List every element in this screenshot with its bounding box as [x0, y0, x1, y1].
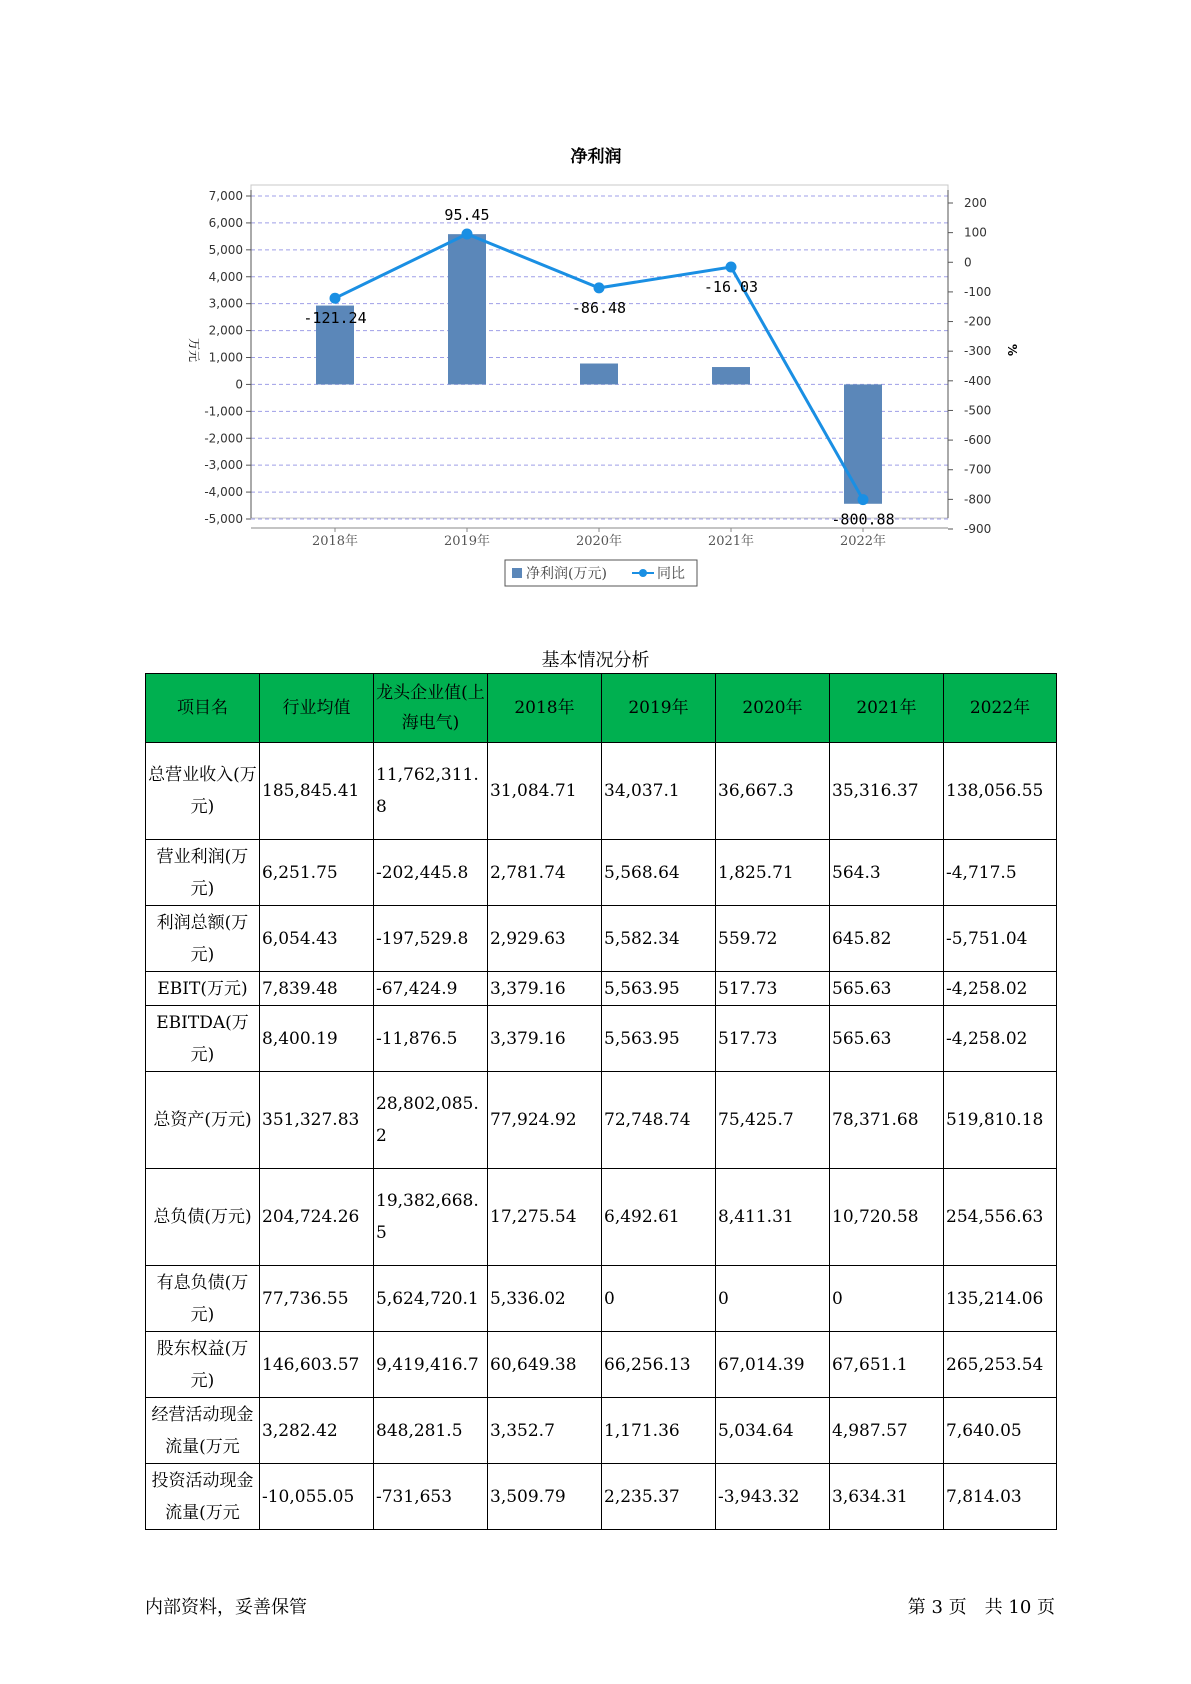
col-header-2018: 2018年: [488, 674, 602, 743]
value-cell: 77,736.55: [260, 1266, 374, 1332]
y2-tick-label: -600: [964, 433, 992, 448]
left-axis: [204, 189, 251, 526]
row-label-cell: 营业利润(万元): [146, 840, 260, 906]
table-row: [146, 972, 1057, 1006]
table-row: [146, 840, 1057, 906]
value-cell: -4,717.5: [944, 840, 1057, 906]
bar-2019年: [448, 234, 486, 384]
value-cell: 0: [716, 1266, 830, 1332]
col-header-item: 项目名: [146, 674, 260, 743]
legend-line-label: 同比: [657, 566, 685, 582]
value-cell: 565.63: [830, 972, 944, 1006]
y2-tick-label: 0: [964, 255, 972, 270]
value-cell: 2,929.63: [488, 906, 602, 972]
value-cell: 0: [602, 1266, 716, 1332]
y2-tick-label: -100: [964, 284, 992, 299]
value-cell: 559.72: [716, 906, 830, 972]
value-cell: 5,336.02: [488, 1266, 602, 1332]
value-cell: -197,529.8: [374, 906, 488, 972]
chart-title: 净利润: [570, 147, 622, 167]
value-cell: 7,814.03: [944, 1464, 1057, 1530]
value-cell: 5,563.95: [602, 972, 716, 1006]
row-label-cell: 股东权益(万元): [146, 1332, 260, 1398]
yoy-data-label: -800.88: [831, 510, 895, 529]
value-cell: -5,751.04: [944, 906, 1057, 972]
y-tick-label: 3,000: [208, 296, 243, 311]
value-cell: 2,781.74: [488, 840, 602, 906]
y-tick-label: -5,000: [204, 512, 243, 526]
table-row: [146, 1266, 1057, 1332]
row-label-cell: EBITDA(万元): [146, 1006, 260, 1072]
footer-page-number: 第 3 页 共 10 页: [907, 1597, 1055, 1618]
value-cell: 5,568.64: [602, 840, 716, 906]
col-header-2019: 2019年: [602, 674, 716, 743]
table-row: [146, 1006, 1057, 1072]
table-row: [146, 1398, 1057, 1464]
yoy-data-label: -86.48: [571, 298, 627, 317]
value-cell: 351,327.83: [260, 1072, 374, 1169]
bar-series: [316, 234, 882, 504]
value-cell: 138,056.55: [944, 743, 1057, 840]
yoy-point: [330, 293, 341, 304]
value-cell: 9,419,416.7: [374, 1332, 488, 1398]
value-cell: 0: [830, 1266, 944, 1332]
y2-tick-label: -300: [964, 344, 992, 359]
value-cell: 5,563.95: [602, 1006, 716, 1072]
y2-tick-label: -700: [964, 462, 992, 477]
value-cell: -4,258.02: [944, 972, 1057, 1006]
bar-2021年: [712, 367, 750, 384]
value-cell: 564.3: [830, 840, 944, 906]
basic-analysis-table: [145, 673, 1057, 1530]
value-cell: -10,055.05: [260, 1464, 374, 1530]
row-label-cell: 总负债(万元): [146, 1169, 260, 1266]
row-label-cell: 总营业收入(万元): [146, 743, 260, 840]
y-tick-label: -2,000: [204, 431, 243, 446]
value-cell: 1,825.71: [716, 840, 830, 906]
value-cell: 519,810.18: [944, 1072, 1057, 1169]
value-cell: 67,014.39: [716, 1332, 830, 1398]
value-cell: 146,603.57: [260, 1332, 374, 1398]
value-cell: 5,034.64: [716, 1398, 830, 1464]
value-cell: 1,171.36: [602, 1398, 716, 1464]
value-cell: 35,316.37: [830, 743, 944, 840]
x-tick-label: 2018年: [311, 534, 359, 549]
value-cell: 5,624,720.1: [374, 1266, 488, 1332]
y-tick-label: 1,000: [208, 350, 243, 365]
value-cell: 7,640.05: [944, 1398, 1057, 1464]
value-cell: -4,258.02: [944, 1006, 1057, 1072]
y-tick-label: 7,000: [208, 189, 243, 203]
value-cell: 3,352.7: [488, 1398, 602, 1464]
value-cell: 135,214.06: [944, 1266, 1057, 1332]
value-cell: 6,054.43: [260, 906, 374, 972]
value-cell: 5,582.34: [602, 906, 716, 972]
row-label-cell: 有息负债(万元): [146, 1266, 260, 1332]
value-cell: 72,748.74: [602, 1072, 716, 1169]
value-cell: 19,382,668.5: [374, 1169, 488, 1266]
col-header-2022: 2022年: [944, 674, 1057, 743]
y2-tick-label: -400: [964, 373, 992, 388]
row-label-cell: 总资产(万元): [146, 1072, 260, 1169]
table-row: [146, 743, 1057, 840]
legend-line-marker: [639, 569, 647, 577]
grid-lines: [251, 196, 948, 519]
value-cell: 4,987.57: [830, 1398, 944, 1464]
value-cell: -11,876.5: [374, 1006, 488, 1072]
bar-2020年: [580, 364, 618, 385]
value-cell: 517.73: [716, 1006, 830, 1072]
value-cell: -3,943.32: [716, 1464, 830, 1530]
y-tick-label: -1,000: [204, 404, 243, 419]
y-axis-label: 万元: [187, 337, 201, 363]
table-row: [146, 1464, 1057, 1530]
value-cell: 265,253.54: [944, 1332, 1057, 1398]
col-header-2020: 2020年: [716, 674, 830, 743]
value-cell: 10,720.58: [830, 1169, 944, 1266]
legend-bar-label: 净利润(万元): [526, 566, 607, 582]
value-cell: 2,235.37: [602, 1464, 716, 1530]
value-cell: -67,424.9: [374, 972, 488, 1006]
col-header-leader: 龙头企业值(上海电气): [374, 674, 488, 743]
table-header-row: [146, 674, 1057, 743]
value-cell: 3,634.31: [830, 1464, 944, 1530]
yoy-point: [462, 228, 473, 239]
value-cell: 66,256.13: [602, 1332, 716, 1398]
table-row: [146, 1072, 1057, 1169]
value-cell: 67,651.1: [830, 1332, 944, 1398]
bar-2022年: [844, 384, 882, 503]
y-tick-label: 0: [235, 377, 243, 392]
value-cell: -202,445.8: [374, 840, 488, 906]
y-tick-label: 4,000: [208, 269, 243, 284]
x-tick-label: 2019年: [443, 534, 491, 549]
value-cell: 254,556.63: [944, 1169, 1057, 1266]
net-profit-chart: [0, 0, 1191, 600]
value-cell: 3,509.79: [488, 1464, 602, 1530]
chart-legend: [505, 560, 697, 586]
value-cell: 75,425.7: [716, 1072, 830, 1169]
value-cell: 185,845.41: [260, 743, 374, 840]
row-label-cell: 经营活动现金流量(万元: [146, 1398, 260, 1464]
value-cell: 6,492.61: [602, 1169, 716, 1266]
x-tick-label: 2022年: [839, 534, 887, 549]
value-cell: 3,379.16: [488, 1006, 602, 1072]
y-tick-label: -4,000: [204, 485, 243, 500]
value-cell: 565.63: [830, 1006, 944, 1072]
row-label-cell: 投资活动现金流量(万元: [146, 1464, 260, 1530]
y2-tick-label: -200: [964, 314, 992, 329]
value-cell: 17,275.54: [488, 1169, 602, 1266]
y-tick-label: 2,000: [208, 323, 243, 338]
col-header-industry-avg: 行业均值: [260, 674, 374, 743]
x-axis: [251, 528, 948, 549]
table-row: [146, 1169, 1057, 1266]
value-cell: 36,667.3: [716, 743, 830, 840]
value-cell: 204,724.26: [260, 1169, 374, 1266]
yoy-point: [726, 262, 737, 273]
y2-tick-label: 200: [964, 196, 987, 210]
value-cell: 645.82: [830, 906, 944, 972]
value-cell: 11,762,311.8: [374, 743, 488, 840]
yoy-data-label: -121.24: [303, 309, 367, 328]
legend-bar-swatch: [512, 568, 522, 578]
y2-tick-label: -500: [964, 403, 992, 418]
y2-tick-label: -900: [964, 522, 992, 536]
footer-confidential-note: 内部资料，妥善保管: [145, 1597, 307, 1618]
yoy-data-label: -16.03: [703, 278, 759, 297]
table-row: [146, 906, 1057, 972]
value-cell: 8,411.31: [716, 1169, 830, 1266]
y-tick-label: 5,000: [208, 242, 243, 257]
y2-tick-label: -800: [964, 492, 992, 507]
y-tick-label: 6,000: [208, 215, 243, 230]
yoy-point: [858, 494, 869, 505]
y2-axis-label: %: [1005, 343, 1019, 357]
value-cell: 517.73: [716, 972, 830, 1006]
value-cell: 78,371.68: [830, 1072, 944, 1169]
table-title: 基本情况分析: [541, 650, 650, 671]
value-cell: -731,653: [374, 1464, 488, 1530]
value-cell: 34,037.1: [602, 743, 716, 840]
y-tick-label: -3,000: [204, 458, 243, 473]
value-cell: 3,379.16: [488, 972, 602, 1006]
value-cell: 60,649.38: [488, 1332, 602, 1398]
value-cell: 28,802,085.2: [374, 1072, 488, 1169]
right-axis: [948, 190, 991, 536]
value-cell: 7,839.48: [260, 972, 374, 1006]
value-cell: 8,400.19: [260, 1006, 374, 1072]
x-tick-label: 2020年: [575, 534, 623, 549]
row-label-cell: EBIT(万元): [146, 972, 260, 1006]
value-cell: 3,282.42: [260, 1398, 374, 1464]
row-label-cell: 利润总额(万元): [146, 906, 260, 972]
x-tick-label: 2021年: [707, 534, 755, 549]
value-cell: 31,084.71: [488, 743, 602, 840]
yoy-data-label: 95.45: [444, 205, 490, 224]
value-cell: 77,924.92: [488, 1072, 602, 1169]
y2-tick-label: 100: [964, 225, 987, 240]
yoy-point: [594, 282, 605, 293]
value-cell: 848,281.5: [374, 1398, 488, 1464]
col-header-2021: 2021年: [830, 674, 944, 743]
table-row: [146, 1332, 1057, 1398]
value-cell: 6,251.75: [260, 840, 374, 906]
